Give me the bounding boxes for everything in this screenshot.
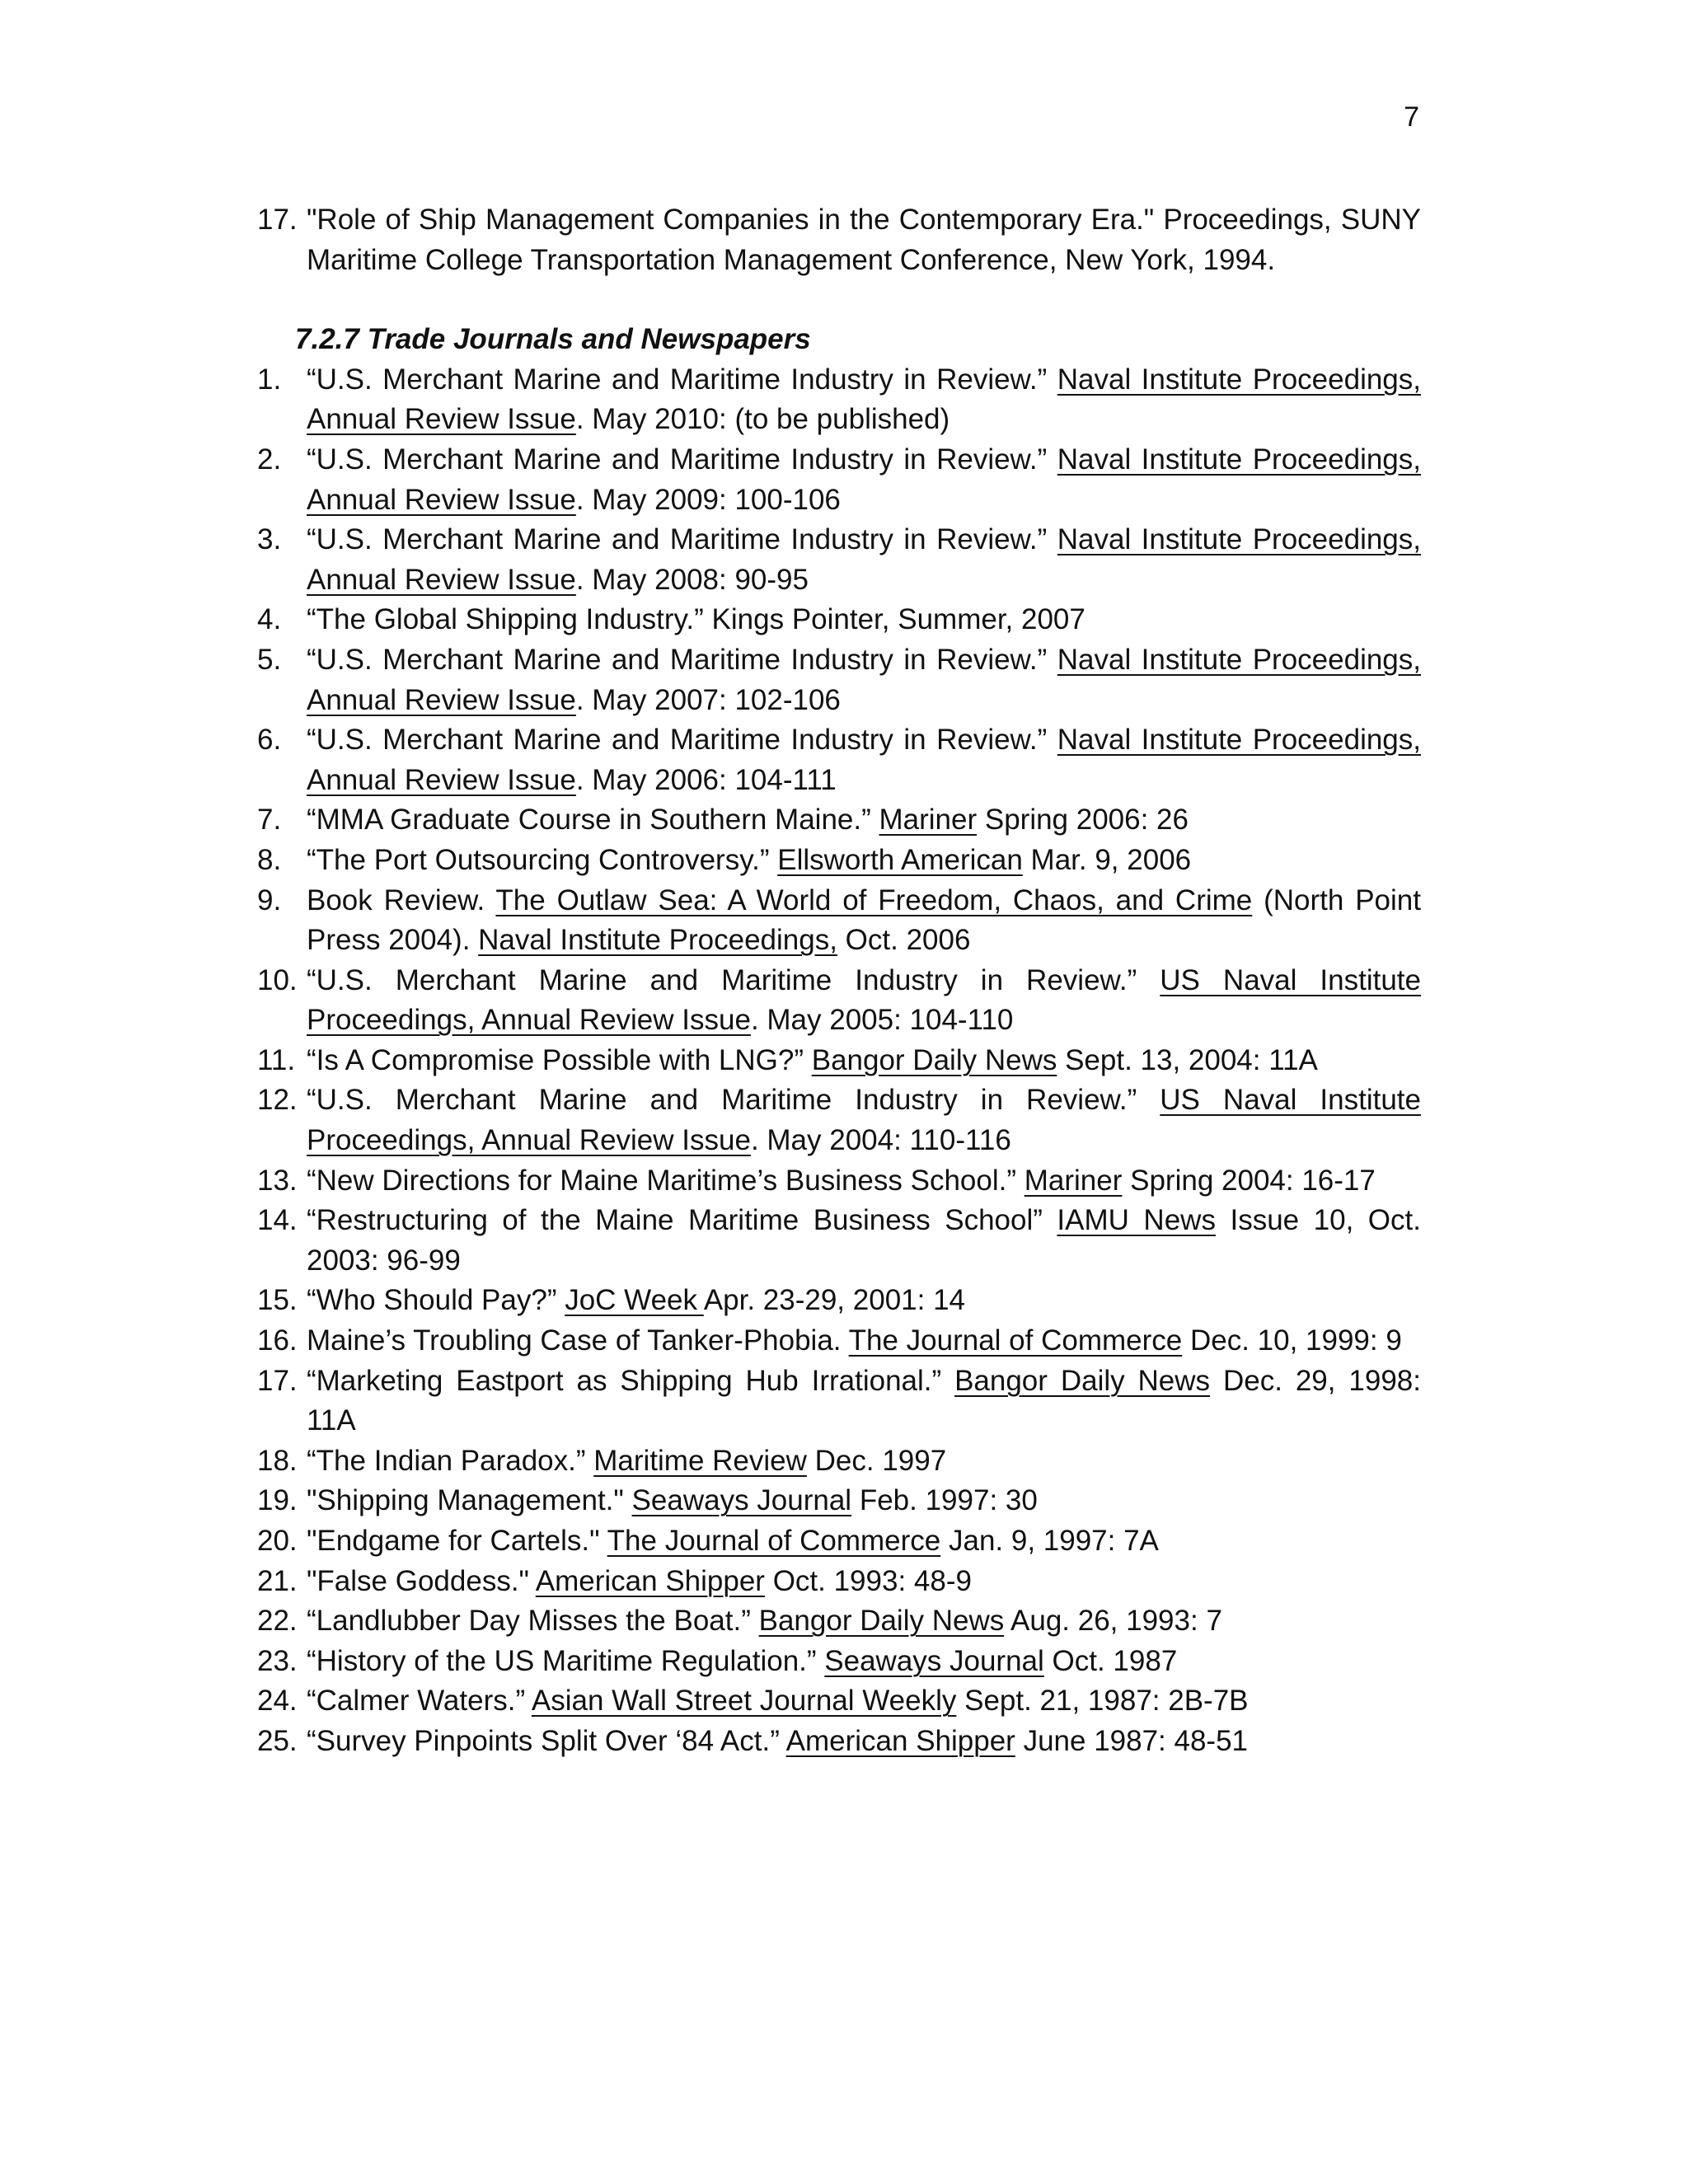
citation-text: Oct. 1987 bbox=[1043, 1644, 1178, 1677]
citation-text: Oct. 2006 bbox=[837, 924, 971, 957]
citation-text: . May 2009: 100-106 bbox=[575, 483, 841, 516]
publication-title: Asian Wall Street Journal Weekly bbox=[531, 1685, 957, 1718]
list-item bbox=[257, 360, 1421, 440]
section-heading: 7.2.7 Trade Journals and Newspapers bbox=[295, 323, 811, 356]
entry-number: 6. bbox=[257, 724, 282, 757]
citation-text: “History of the US Maritime Regulation.” bbox=[307, 1644, 825, 1677]
entry-number: 17. bbox=[257, 204, 298, 236]
entry-text bbox=[307, 800, 1421, 841]
citation-text: “Calmer Waters.” bbox=[307, 1685, 532, 1718]
citation-text: Spring 2004: 16-17 bbox=[1122, 1164, 1376, 1197]
publication-title: US Naval Institute Proceedings, Annual Review Issue bbox=[307, 1084, 1421, 1157]
publication-title: Naval Institute Proceedings, Annual Review Issue bbox=[307, 363, 1421, 436]
entry-number: 23. bbox=[257, 1644, 298, 1677]
list-item bbox=[257, 961, 1421, 1041]
entry-text bbox=[307, 1642, 1421, 1682]
entry-text bbox=[307, 1521, 1421, 1562]
citation-text: Issue 10, Oct. 2003: 96-99 bbox=[307, 1204, 1421, 1277]
publication-title: Naval Institute Proceedings, Annual Review Issue bbox=[307, 643, 1421, 716]
publication-title: Naval Institute Proceedings, Annual Review Issue bbox=[307, 443, 1421, 516]
entry-text bbox=[307, 1080, 1421, 1160]
entry-number: 11. bbox=[257, 1043, 296, 1076]
citation-text: “Marketing Eastport as Shipping Hub Irrational.” bbox=[307, 1364, 955, 1397]
list-item bbox=[257, 1041, 1421, 1081]
publication-title: Naval Institute Proceedings, bbox=[478, 924, 837, 957]
conference-proceeding-entry bbox=[257, 200, 1421, 280]
entry-text bbox=[307, 600, 1421, 640]
citation-text: “Restructuring of the Maine Maritime Business School” bbox=[307, 1204, 1057, 1237]
citation-text: Dec. 29, 1998: 11A bbox=[307, 1364, 1421, 1437]
citation-text: June 1987: 48-51 bbox=[1015, 1724, 1249, 1757]
entry-text: "Role of Ship Management Companies in the Contemporary Era." Proceedings, SUNY Maritime College Transportation Management Conference, New York, 1994. bbox=[307, 204, 1421, 276]
publication-title: The Journal of Commerce bbox=[607, 1525, 941, 1557]
citation-text: . May 2008: 90-95 bbox=[575, 563, 809, 596]
citation-text: “U.S. Merchant Marine and Maritime Industry in Review.” bbox=[307, 523, 1057, 556]
list-item bbox=[257, 1161, 1421, 1202]
list-item bbox=[257, 720, 1421, 800]
entry-text bbox=[307, 881, 1421, 961]
entry-number: 20. bbox=[257, 1525, 298, 1557]
list-item bbox=[257, 1441, 1421, 1482]
list-item bbox=[257, 440, 1421, 520]
citation-text: Aug. 26, 1993: 7 bbox=[1004, 1605, 1222, 1638]
citation-text: . May 2004: 110-116 bbox=[750, 1124, 1011, 1157]
citation-text: “The Indian Paradox.” bbox=[307, 1444, 594, 1477]
citation-text: . May 2007: 102-106 bbox=[575, 683, 841, 716]
citation-text: “U.S. Merchant Marine and Maritime Industry in Review.” bbox=[307, 363, 1057, 396]
entry-number: 9. bbox=[257, 883, 282, 916]
page-number: 7 bbox=[1404, 101, 1419, 133]
publication-title: Seaways Journal bbox=[631, 1484, 852, 1517]
citation-text: “Landlubber Day Misses the Boat.” bbox=[307, 1605, 759, 1638]
list-item bbox=[257, 1321, 1421, 1361]
entry-text bbox=[307, 1041, 1421, 1081]
entry-text bbox=[307, 1201, 1421, 1281]
entry-number: 7. bbox=[257, 804, 282, 837]
entry-number: 2. bbox=[257, 443, 282, 476]
list-item bbox=[257, 1681, 1421, 1722]
list-item bbox=[257, 1722, 1421, 1762]
citation-text: (North Point Press 2004). bbox=[307, 883, 1421, 957]
entry-number: 16. bbox=[257, 1324, 298, 1357]
entry-number: 18. bbox=[257, 1444, 298, 1477]
entry-text bbox=[307, 1281, 1421, 1321]
list-item bbox=[257, 640, 1421, 720]
publication-title: Maritime Review bbox=[593, 1444, 807, 1477]
citation-text: “U.S. Merchant Marine and Maritime Industry in Review.” bbox=[307, 1084, 1160, 1117]
citation-text: Book Review. bbox=[307, 883, 496, 916]
citation-text: Spring 2006: 26 bbox=[977, 804, 1189, 837]
citation-text: "Shipping Management." bbox=[307, 1484, 632, 1517]
entry-text bbox=[307, 1601, 1421, 1642]
publication-title: The Journal of Commerce bbox=[848, 1324, 1183, 1357]
entry-number: 13. bbox=[257, 1164, 298, 1197]
citation-text: . May 2005: 104-110 bbox=[750, 1004, 1014, 1037]
publication-title: Mariner bbox=[1024, 1164, 1123, 1197]
list-item bbox=[257, 1481, 1421, 1521]
citation-text: Sept. 13, 2004: 11A bbox=[1057, 1043, 1318, 1076]
entry-number: 15. bbox=[257, 1284, 298, 1317]
entry-text bbox=[307, 1562, 1421, 1602]
entry-text bbox=[307, 1681, 1421, 1722]
list-item bbox=[257, 600, 1421, 640]
entry-text bbox=[307, 841, 1421, 881]
entry-number: 1. bbox=[257, 363, 282, 396]
entry-number: 10. bbox=[257, 963, 298, 996]
list-item bbox=[257, 881, 1421, 961]
entry-text bbox=[307, 1361, 1421, 1441]
entry-text bbox=[307, 961, 1421, 1041]
citation-text: . May 2010: (to be published) bbox=[575, 403, 950, 436]
list-item bbox=[257, 1281, 1421, 1321]
publication-title: Naval Institute Proceedings, Annual Review Issue bbox=[307, 724, 1421, 796]
citation-text: “The Global Shipping Industry.” Kings Pointer, Summer, 2007 bbox=[307, 603, 1085, 636]
entry-number: 22. bbox=[257, 1605, 298, 1638]
list-item bbox=[257, 800, 1421, 841]
entry-number: 24. bbox=[257, 1685, 298, 1718]
list-item bbox=[257, 520, 1421, 600]
citation-text: “U.S. Merchant Marine and Maritime Industry in Review.” bbox=[307, 724, 1057, 757]
publication-title: Seaways Journal bbox=[824, 1644, 1044, 1677]
publication-title: Ellsworth American bbox=[777, 843, 1023, 876]
trade-journal-list bbox=[257, 360, 1421, 1762]
citation-text: "Endgame for Cartels." bbox=[307, 1525, 607, 1557]
publication-title: JoC Week bbox=[565, 1284, 704, 1317]
publication-title: The Outlaw Sea: A World of Freedom, Chaos, and Crime bbox=[495, 883, 1253, 916]
list-item bbox=[257, 841, 1421, 881]
citation-text: Oct. 1993: 48-9 bbox=[764, 1564, 972, 1597]
citation-text: “U.S. Merchant Marine and Maritime Industry in Review.” bbox=[307, 963, 1160, 996]
entry-number: 8. bbox=[257, 843, 282, 876]
list-item bbox=[257, 1201, 1421, 1281]
publication-title: Bangor Daily News bbox=[758, 1605, 1005, 1638]
citation-text: “New Directions for Maine Maritime’s Business School.” bbox=[307, 1164, 1025, 1197]
entry-text bbox=[307, 1161, 1421, 1202]
citation-text: Maine’s Troubling Case of Tanker-Phobia. bbox=[307, 1324, 849, 1357]
entry-number: 19. bbox=[257, 1484, 298, 1517]
citation-text: "False Goddess." bbox=[307, 1564, 536, 1597]
entry-text bbox=[307, 720, 1421, 800]
citation-text: “Is A Compromise Possible with LNG?” bbox=[307, 1043, 812, 1076]
publication-title: IAMU News bbox=[1057, 1204, 1216, 1237]
citation-text: Dec. 10, 1999: 9 bbox=[1182, 1324, 1402, 1357]
entry-number: 4. bbox=[257, 603, 282, 636]
citation-text: Sept. 21, 1987: 2B-7B bbox=[956, 1685, 1249, 1718]
list-item bbox=[257, 1601, 1421, 1642]
publication-title: US Naval Institute Proceedings, Annual Review Issue bbox=[307, 963, 1421, 1037]
entry-text bbox=[307, 440, 1421, 520]
citation-text: “U.S. Merchant Marine and Maritime Industry in Review.” bbox=[307, 643, 1057, 676]
citation-text: Dec. 1997 bbox=[806, 1444, 947, 1477]
publication-title: Mariner bbox=[879, 804, 978, 837]
publication-title: Bangor Daily News bbox=[954, 1364, 1211, 1397]
entry-text bbox=[307, 1441, 1421, 1482]
entry-text bbox=[307, 1722, 1421, 1762]
entry-number: 12. bbox=[257, 1084, 298, 1117]
citation-text: “Survey Pinpoints Split Over ‘84 Act.” bbox=[307, 1724, 786, 1757]
list-item bbox=[257, 1562, 1421, 1602]
publication-title: American Shipper bbox=[535, 1564, 765, 1597]
entry-number: 14. bbox=[257, 1204, 298, 1237]
entry-text bbox=[307, 360, 1421, 440]
entry-text bbox=[307, 520, 1421, 600]
entry-text bbox=[307, 1481, 1421, 1521]
publication-title: Naval Institute Proceedings, Annual Review Issue bbox=[307, 523, 1421, 596]
list-item bbox=[257, 1642, 1421, 1682]
list-item bbox=[257, 1521, 1421, 1562]
citation-text: Feb. 1997: 30 bbox=[851, 1484, 1038, 1517]
publication-title: American Shipper bbox=[785, 1724, 1015, 1757]
citation-text: “MMA Graduate Course in Southern Maine.” bbox=[307, 804, 879, 837]
citation-text: “The Port Outsourcing Controversy.” bbox=[307, 843, 778, 876]
entry-number: 21. bbox=[257, 1564, 298, 1597]
citation-text: Mar. 9, 2006 bbox=[1022, 843, 1192, 876]
entry-text bbox=[307, 640, 1421, 720]
citation-text: Apr. 23-29, 2001: 14 bbox=[703, 1284, 965, 1317]
document-body bbox=[257, 200, 1421, 1762]
entry-number: 25. bbox=[257, 1724, 298, 1757]
list-item bbox=[257, 1361, 1421, 1441]
citation-text: . May 2006: 104-111 bbox=[575, 763, 837, 796]
entry-number: 17. bbox=[257, 1364, 298, 1397]
entry-number: 5. bbox=[257, 643, 282, 676]
entry-number: 3. bbox=[257, 523, 282, 556]
citation-text: Jan. 9, 1997: 7A bbox=[940, 1525, 1159, 1557]
publication-title: Bangor Daily News bbox=[811, 1043, 1057, 1076]
citation-text: “U.S. Merchant Marine and Maritime Industry in Review.” bbox=[307, 443, 1057, 476]
citation-text: “Who Should Pay?” bbox=[307, 1284, 565, 1317]
entry-text bbox=[307, 1321, 1421, 1361]
list-item bbox=[257, 1080, 1421, 1160]
